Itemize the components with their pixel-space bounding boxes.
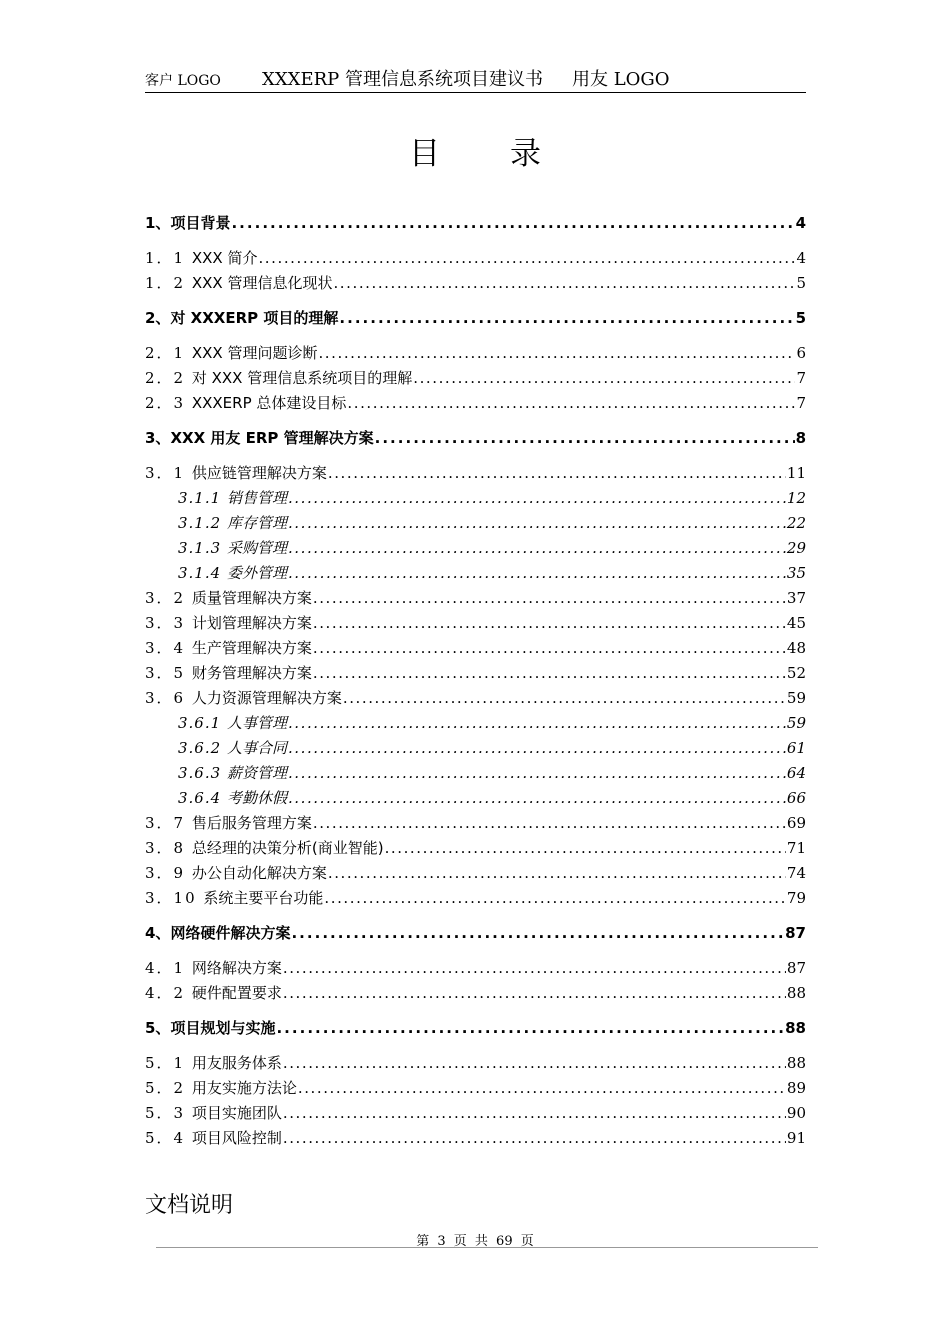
toc-leader-dots bbox=[283, 984, 786, 1002]
toc-entry-label bbox=[178, 487, 287, 508]
toc-entry-number: 5、 bbox=[145, 1019, 171, 1037]
toc-entry-number: 2．3 bbox=[145, 394, 192, 412]
toc-leader-dots bbox=[288, 789, 786, 807]
toc-entry-label bbox=[178, 737, 287, 758]
toc-entry-text: 对 XXX 管理信息系统项目的理解 bbox=[191, 369, 413, 387]
toc-leader-dots bbox=[339, 309, 794, 327]
toc-entry-number: 3．1 bbox=[145, 464, 192, 482]
toc-entry-label bbox=[178, 712, 287, 733]
toc-page-number: 88 bbox=[785, 1019, 806, 1037]
toc-leader-dots bbox=[328, 864, 786, 882]
toc-entry-label bbox=[145, 392, 346, 413]
toc-entry-text: 计划管理解决方案 bbox=[191, 614, 312, 632]
toc-entry-label bbox=[145, 982, 282, 1003]
section-heading: 文档说明 bbox=[145, 1193, 234, 1218]
toc-page-number: 61 bbox=[786, 739, 806, 757]
toc-page-number: 7 bbox=[796, 369, 806, 387]
toc-entry-text: 委外管理 bbox=[226, 564, 287, 582]
toc-leader-dots bbox=[276, 1019, 784, 1037]
toc-entry[interactable] bbox=[145, 862, 806, 883]
toc-entry-text: 对 XXXERP 项目的理解 bbox=[170, 309, 339, 327]
toc-leader-dots bbox=[258, 249, 795, 267]
toc-entry[interactable] bbox=[178, 562, 806, 583]
toc-entry[interactable] bbox=[145, 957, 806, 978]
toc-entry-number: 3．3 bbox=[145, 614, 192, 632]
toc-entry[interactable] bbox=[145, 922, 806, 943]
toc-leader-dots bbox=[283, 959, 786, 977]
toc-entry-number: 2．1 bbox=[145, 344, 192, 362]
toc-leader-dots bbox=[288, 514, 786, 532]
toc-leader-dots bbox=[298, 1079, 786, 1097]
toc-leader-dots bbox=[288, 764, 786, 782]
toc-entry-text: 供应链管理解决方案 bbox=[191, 464, 327, 482]
toc-entry-number: 3.6.4 bbox=[178, 789, 227, 807]
toc-leader-dots bbox=[288, 539, 786, 557]
toc-entry-label bbox=[178, 562, 287, 583]
toc-entry-text: 质量管理解决方案 bbox=[191, 589, 312, 607]
toc-entry-label bbox=[145, 837, 384, 858]
toc-entry[interactable] bbox=[178, 737, 806, 758]
toc-entry-label bbox=[145, 587, 312, 608]
toc-entry-label bbox=[145, 307, 338, 328]
toc-page-number: 71 bbox=[786, 839, 806, 857]
toc-page-number: 12 bbox=[786, 489, 806, 507]
toc-entry[interactable] bbox=[145, 662, 806, 683]
toc-page-number: 88 bbox=[786, 1054, 806, 1072]
toc-entry-label bbox=[145, 1052, 282, 1073]
toc-entry-number: 3．7 bbox=[145, 814, 192, 832]
toc-entry-text: 人事合同 bbox=[226, 739, 287, 757]
toc-leader-dots bbox=[413, 369, 795, 387]
toc-page-number: 69 bbox=[786, 814, 806, 832]
toc-page-number: 90 bbox=[786, 1104, 806, 1122]
toc-leader-dots bbox=[347, 394, 795, 412]
toc-entry-label bbox=[145, 922, 290, 943]
toc-page-number: 79 bbox=[786, 889, 806, 907]
toc-leader-dots bbox=[313, 814, 786, 832]
toc-entry[interactable] bbox=[178, 512, 806, 533]
toc-entry-number: 3．5 bbox=[145, 664, 192, 682]
page-header bbox=[145, 68, 806, 93]
toc-page-number: 59 bbox=[786, 714, 806, 732]
toc-entry-text: 硬件配置要求 bbox=[191, 984, 282, 1002]
toc-entry[interactable] bbox=[145, 587, 806, 608]
toc-entry-label bbox=[145, 687, 342, 708]
toc-entry-label bbox=[178, 787, 287, 808]
toc-entry-label bbox=[145, 637, 312, 658]
toc-entry-label bbox=[145, 247, 257, 268]
toc-entry[interactable] bbox=[145, 837, 806, 858]
toc-entry-label bbox=[145, 612, 312, 633]
toc-page-number: 87 bbox=[786, 959, 806, 977]
toc-entry-text: 项目实施团队 bbox=[191, 1104, 282, 1122]
toc-leader-dots bbox=[313, 614, 786, 632]
toc-entry-text: 网络解决方案 bbox=[191, 959, 282, 977]
toc-leader-dots bbox=[333, 274, 795, 292]
toc-entry-number: 3.1.3 bbox=[178, 539, 227, 557]
toc-entry[interactable] bbox=[178, 487, 806, 508]
toc-entry[interactable] bbox=[145, 342, 806, 363]
toc-entry[interactable] bbox=[178, 537, 806, 558]
toc-entry-number: 3.1.2 bbox=[178, 514, 227, 532]
toc-entry[interactable] bbox=[145, 462, 806, 483]
toc-entry[interactable] bbox=[145, 687, 806, 708]
toc-entry-number: 1、 bbox=[145, 214, 171, 232]
toc-leader-dots bbox=[288, 489, 786, 507]
toc-leader-dots bbox=[375, 429, 795, 447]
toc-title: 目录 bbox=[409, 136, 611, 172]
toc-entry-label bbox=[145, 1102, 282, 1123]
toc-entry-text: 系统主要平台功能 bbox=[203, 889, 324, 907]
toc-entry-label bbox=[145, 462, 327, 483]
toc-entry-text: 用友实施方法论 bbox=[191, 1079, 297, 1097]
toc-leader-dots bbox=[288, 739, 786, 757]
toc-entry-label bbox=[178, 537, 287, 558]
toc-page-number: 4 bbox=[795, 214, 806, 232]
toc-entry-label bbox=[178, 512, 287, 533]
toc-entry[interactable] bbox=[145, 812, 806, 833]
toc-entry-number: 3．4 bbox=[145, 639, 192, 657]
toc-entry-number: 3、 bbox=[145, 429, 171, 447]
toc-entry-number: 2、 bbox=[145, 309, 171, 327]
toc-entry-number: 5．2 bbox=[145, 1079, 192, 1097]
toc-entry-text: 人事管理 bbox=[226, 714, 287, 732]
toc-page-number: 22 bbox=[786, 514, 806, 532]
toc-entry[interactable] bbox=[145, 1127, 806, 1148]
toc-entry-number: 3．6 bbox=[145, 689, 192, 707]
toc-page-number: 37 bbox=[786, 589, 806, 607]
toc-entry-number: 3.6.2 bbox=[178, 739, 227, 757]
toc-entry-number: 2．2 bbox=[145, 369, 192, 387]
toc-entry[interactable] bbox=[145, 1102, 806, 1123]
toc-entry-number: 5．1 bbox=[145, 1054, 192, 1072]
toc-entry-label bbox=[145, 1127, 282, 1148]
toc-entry-number: 3．8 bbox=[145, 839, 192, 857]
toc-page-number: 45 bbox=[786, 614, 806, 632]
toc-entry-text: 办公自动化解决方案 bbox=[191, 864, 327, 882]
toc-leader-dots bbox=[288, 714, 786, 732]
toc-entry[interactable] bbox=[145, 887, 806, 908]
toc-page-number: 5 bbox=[796, 274, 806, 292]
toc-entry[interactable] bbox=[145, 247, 806, 268]
toc-leader-dots bbox=[283, 1129, 786, 1147]
toc-entry-label bbox=[145, 957, 282, 978]
toc-entry[interactable] bbox=[145, 427, 806, 448]
toc-entry-label bbox=[145, 342, 317, 363]
toc-leader-dots bbox=[313, 589, 786, 607]
toc-entry[interactable] bbox=[145, 212, 806, 233]
toc-page-number: 88 bbox=[786, 984, 806, 1002]
toc-entry-text: XXX 简介 bbox=[191, 249, 258, 267]
toc-page-number: 29 bbox=[786, 539, 806, 557]
toc-entry-text: XXX 用友 ERP 管理解决方案 bbox=[170, 429, 374, 447]
toc-leader-dots bbox=[328, 464, 786, 482]
toc-leader-dots bbox=[385, 839, 786, 857]
toc-entry-number: 3.6.3 bbox=[178, 764, 227, 782]
toc-entry-text: 生产管理解决方案 bbox=[191, 639, 312, 657]
toc-entry-text: 项目背景 bbox=[170, 214, 231, 232]
toc-entry-number: 4、 bbox=[145, 924, 171, 942]
toc-entry-label bbox=[178, 762, 287, 783]
toc-entry-text: 财务管理解决方案 bbox=[191, 664, 312, 682]
toc-page-number: 59 bbox=[786, 689, 806, 707]
toc-entry-text: XXX 管理信息化现状 bbox=[191, 274, 333, 292]
toc-leader-dots bbox=[324, 889, 785, 907]
document-title: XXXERP 管理信息系统项目建议书 bbox=[262, 69, 543, 90]
toc-page-number: 8 bbox=[795, 429, 806, 447]
toc-leader-dots bbox=[313, 639, 786, 657]
toc-page-number: 7 bbox=[796, 394, 806, 412]
toc-entry-label bbox=[145, 272, 332, 293]
toc-leader-dots bbox=[231, 214, 794, 232]
toc-entry-text: 人力资源管理解决方案 bbox=[191, 689, 342, 707]
toc-entry-text: 项目风险控制 bbox=[191, 1129, 282, 1147]
toc-entry-number: 5．3 bbox=[145, 1104, 192, 1122]
toc-entry-text: XXXERP 总体建设目标 bbox=[191, 394, 347, 412]
toc-entry[interactable] bbox=[145, 612, 806, 633]
toc-leader-dots bbox=[313, 664, 786, 682]
toc-page-number: 66 bbox=[786, 789, 806, 807]
toc-entry[interactable] bbox=[145, 367, 806, 388]
toc-entry-label bbox=[145, 887, 323, 908]
toc-entry-text: 考勤休假 bbox=[226, 789, 287, 807]
toc-entry-number: 3.1.4 bbox=[178, 564, 227, 582]
toc-entry-label bbox=[145, 367, 412, 388]
toc-page-number: 89 bbox=[786, 1079, 806, 1097]
toc-page-number: 6 bbox=[796, 344, 806, 362]
toc-entry-label bbox=[145, 662, 312, 683]
toc-page-number: 11 bbox=[786, 464, 806, 482]
toc-entry[interactable] bbox=[145, 272, 806, 293]
toc-entry-text: 薪资管理 bbox=[226, 764, 287, 782]
toc-entry-number: 3.6.1 bbox=[178, 714, 227, 732]
toc-entry-text: 用友服务体系 bbox=[191, 1054, 282, 1072]
toc-entry-text: 销售管理 bbox=[226, 489, 287, 507]
toc-entry-label bbox=[145, 212, 230, 233]
toc-entry-text: 售后服务管理方案 bbox=[191, 814, 312, 832]
toc-page-number: 52 bbox=[786, 664, 806, 682]
toc-entry-text: 采购管理 bbox=[226, 539, 287, 557]
toc-leader-dots bbox=[283, 1054, 786, 1072]
toc-entry-number: 3．2 bbox=[145, 589, 192, 607]
toc-page-number: 87 bbox=[785, 924, 806, 942]
client-logo-placeholder: 客户 LOGO bbox=[145, 73, 221, 89]
toc-page-number: 64 bbox=[786, 764, 806, 782]
toc-entry-label bbox=[145, 427, 374, 448]
toc-entry-text: 项目规划与实施 bbox=[170, 1019, 276, 1037]
toc-entry[interactable] bbox=[178, 762, 806, 783]
toc-entry[interactable] bbox=[145, 637, 806, 658]
toc-entry-text: XXX 管理问题诊断 bbox=[191, 344, 318, 362]
toc-entry-number: 5．4 bbox=[145, 1129, 192, 1147]
toc-entry-number: 3.1.1 bbox=[178, 489, 227, 507]
toc-entry[interactable] bbox=[145, 1017, 806, 1038]
toc-entry-number: 1．2 bbox=[145, 274, 192, 292]
page-footer: 第 3 页 共 69 页 bbox=[416, 1234, 534, 1249]
toc-leader-dots bbox=[291, 924, 784, 942]
toc-entry-label bbox=[145, 812, 312, 833]
toc-entry-number: 1．1 bbox=[145, 249, 192, 267]
toc-leader-dots bbox=[343, 689, 786, 707]
toc-entry[interactable] bbox=[145, 1052, 806, 1073]
toc-page-number: 5 bbox=[795, 309, 806, 327]
toc-entry[interactable] bbox=[178, 712, 806, 733]
toc-entry-label bbox=[145, 1077, 297, 1098]
toc-leader-dots bbox=[288, 564, 786, 582]
toc-entry-text: 库存管理 bbox=[226, 514, 287, 532]
toc-entry-number: 4．2 bbox=[145, 984, 192, 1002]
toc-entry-text: 网络硬件解决方案 bbox=[170, 924, 291, 942]
toc-entry-label bbox=[145, 1017, 275, 1038]
toc-page-number: 4 bbox=[796, 249, 806, 267]
toc-page-number: 74 bbox=[786, 864, 806, 882]
toc-page-number: 91 bbox=[786, 1129, 806, 1147]
toc-entry-label bbox=[145, 862, 327, 883]
toc-entry[interactable] bbox=[145, 392, 806, 413]
toc-leader-dots bbox=[318, 344, 795, 362]
toc-entry[interactable] bbox=[145, 1077, 806, 1098]
toc-entry-number: 4．1 bbox=[145, 959, 192, 977]
toc-entry-text: 总经理的决策分析(商业智能) bbox=[191, 839, 384, 857]
toc-entry[interactable] bbox=[145, 982, 806, 1003]
toc-entry[interactable] bbox=[178, 787, 806, 808]
toc-entry[interactable] bbox=[145, 307, 806, 328]
toc-page-number: 48 bbox=[786, 639, 806, 657]
toc-page-number: 35 bbox=[786, 564, 806, 582]
toc-leader-dots bbox=[283, 1104, 786, 1122]
yonyou-logo-placeholder: 用友 LOGO bbox=[572, 69, 670, 90]
toc-entry-number: 3．9 bbox=[145, 864, 192, 882]
toc-entry-number: 3．10 bbox=[145, 889, 204, 907]
